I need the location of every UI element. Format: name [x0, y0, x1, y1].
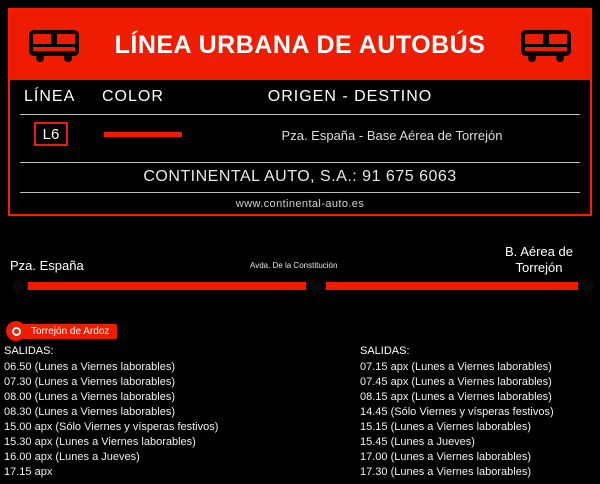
list-item: 15.30 apx (Lunes a Viernes laborables)	[4, 436, 196, 448]
route-description: Pza. España - Base Aérea de Torrejón	[281, 128, 503, 143]
route-line	[14, 282, 586, 290]
company-info: CONTINENTAL AUTO, S.A.: 91 675 6063	[143, 168, 457, 185]
stop-label-destination: B. Aérea de Torrejón	[505, 244, 573, 275]
list-item: 08.15 apx (Lunes a Viernes laborables)	[360, 391, 552, 403]
list-item: 07.15 apx (Lunes a Viernes laborables)	[360, 361, 552, 373]
departures-heading: SALIDAS:	[360, 345, 410, 357]
list-item: 06.50 (Lunes a Viernes laborables)	[4, 361, 176, 373]
list-item: 14.45 (Sólo Viernes y vísperas festivos)	[360, 406, 554, 418]
divider	[20, 192, 580, 193]
departures-column-right	[360, 344, 600, 480]
list-item: 08.00 (Lunes a Viernes laborables)	[4, 391, 176, 403]
list-item: 17.30 (Lunes a Viernes laborables)	[360, 466, 532, 478]
list-item: 16.00 apx (Lunes a Jueves)	[4, 451, 140, 463]
divider	[20, 114, 580, 115]
column-header-linea: LÍNEA	[24, 88, 76, 105]
stop-label-middle: Avda. De la Constitución	[250, 261, 338, 270]
list-item: 07.45 apx (Lunes a Viernes laborables)	[360, 376, 552, 388]
stop-dot-origin	[8, 276, 28, 296]
list-item: 15.45 (Lunes a Jueves)	[360, 436, 475, 448]
departures-heading: SALIDAS:	[4, 345, 54, 357]
bus-icon	[26, 27, 82, 63]
departures-column-left	[4, 344, 294, 480]
stop-dot-destination	[578, 276, 598, 296]
list-item: 15.15 (Lunes a Viernes laborables)	[360, 421, 532, 433]
column-header-color: COLOR	[102, 88, 164, 105]
company-website: www.continental-auto.es	[235, 198, 365, 210]
divider	[20, 162, 580, 163]
list-item: 08.30 (Lunes a Viernes laborables)	[4, 406, 176, 418]
route-diagram	[0, 240, 600, 310]
list-item: 17.00 (Lunes a Viernes laborables)	[360, 451, 532, 463]
list-item: 15.00 apx (Sólo Viernes y vísperas festivos)	[4, 421, 219, 433]
column-headers	[10, 88, 590, 114]
line-badge: L6	[34, 122, 68, 146]
stop-dot-middle	[306, 276, 326, 296]
list-item: 17.15 apx	[4, 466, 53, 478]
stop-marker-icon	[6, 321, 26, 341]
line-color-swatch	[104, 132, 182, 137]
list-item: 07.30 (Lunes a Viernes laborables)	[4, 376, 176, 388]
stop-label-origin: Pza. España	[10, 258, 84, 273]
column-header-origen-destino: ORIGEN - DESTINO	[267, 88, 433, 105]
bus-icon	[518, 27, 574, 63]
page-title: LÍNEA URBANA DE AUTOBÚS	[114, 30, 486, 59]
title-band	[10, 10, 590, 80]
stop-marker-label: Torrejón de Ardoz	[22, 324, 117, 339]
stop-marker-torrejon	[6, 322, 117, 340]
line-info-card	[8, 8, 592, 216]
